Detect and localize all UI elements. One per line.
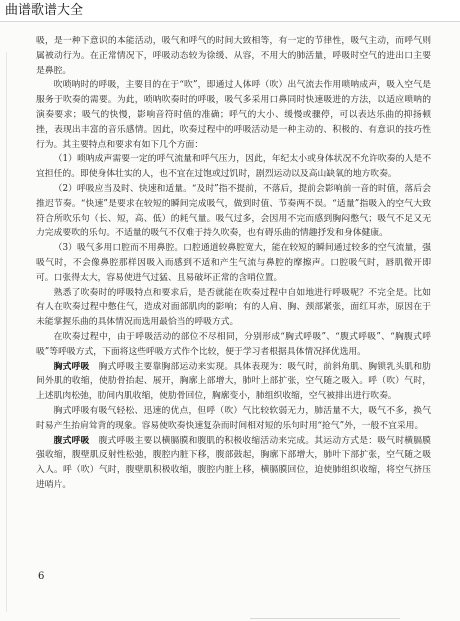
paragraph-suona-breathing: 吹唢呐时的呼吸，主要目的在于“吹”，即通过人体呼（吹）出气流去作用唢呐成声，吸入空气是服务于吹奏的需要。为此，唢呐吹奏时的呼吸，吸气多采用口鼻同时快速吸进的方法，以适应唢呐的演奏要求；吸气的快慢，影响音符时值的准确；呼气的大小、缓慢或骤停，可以表达乐曲的抑扬顿挫，表现出丰富的音乐感情。因此，吹奏过程中的呼吸活动是一种主动的、积极的、有意识的技巧性行为。其主要特点和要求有如下几个方面： xyxy=(36,80,431,150)
site-title: 曲谱歌谱大全 xyxy=(5,3,84,18)
section-heading-abdominal: 腹式呼吸 xyxy=(53,435,90,446)
paragraph-continuation: 吸，是一种下意识的本能活动，吸气和呼气的时间大致相等，有一定的节律性，吸气主动，而呼气则属被动行为。在正常情况下，呼吸动态较为徐缓、从容，不用大的肺活量，呼吸时空气的进出口主要是鼻腔。 xyxy=(36,36,431,76)
paragraph-abdominal-breathing: 腹式呼吸 腹式呼吸主要以横膈膜和腹肌的积极收缩活动来完成。其运动方式是：吸气时横膈膜强收缩，腹壁肌反射性松弛，腹腔内脏下移，腹部鼓起，胸廓下部增大，肺叶下部扩张，空气随之吸入人。呼（吹）气时，腹壁肌积极收缩，腹腔内脏上移，横膈膜回位，迫使肺组织收缩，将空气挤压进哨片。 xyxy=(36,435,431,490)
scan-edge-line xyxy=(6,52,7,612)
body-text xyxy=(36,34,431,570)
paragraph-point-2: （2）呼吸应当及时、快速和适量。“及时”指不提前，不落后，提前会影响前一音的时值，落后会推迟节奏。“快速”是要求在较短的瞬间完成吸气，做到时值、节奏两不误。“适量”指吸入的空气大致符合所吹乐句（长、短，高、低）的耗气量。吸气过多，会因用不完而感到胸闷憋气；吸气不足又无力完成要吹的乐句。不适量的吸气不仅难于持久吹奏，也有碍乐曲的情趣抒发和身体健康。 xyxy=(36,183,431,239)
paragraph-point-1: （1）唢呐成声需要一定的呼气流量和呼气压力，因此，年纪太小或身体状况不允许吹奏的人是不宜担任的。即使身体壮实的人，也不宜在过饱或过饥时，剧烈运动以及高山缺氧的地方吹奏。 xyxy=(36,154,431,180)
book-page xyxy=(0,22,460,621)
app-header xyxy=(0,0,460,22)
paragraph-point-3: （3）吸气多用口腔而不用鼻腔。口腔通道较鼻腔宽大，能在较短的瞬间通过较多的空气流量，强吸气时，不会像鼻腔那样因吸入而感到不适和产生气流与鼻腔的摩擦声。口腔吸气时，唇肌微开即可。口张得太大，容易使进气过猛、且易破坏正常的含哨位置。 xyxy=(36,243,431,283)
paragraph-breathing-methods: 熟悉了吹奏时的呼吸特点和要求后，是否就能在吹奏过程中自如地进行呼吸呢？不完全是。比如有人在吹奏过程中憋住气，造成对面部肌肉的影响；有的人肩、胸、颈部紧张，面红耳赤，原因在于未能掌握乐曲的具体情况而选用最恰当的呼吸方式。 xyxy=(36,287,431,328)
page-number: 6 xyxy=(38,571,45,582)
paragraph-breathing-types: 在吹奏过程中，由于呼吸活动的部位不尽相同，分别形成“胸式呼吸”、“腹式呼吸”、“胸腹式呼吸”等呼吸方式，下面将这些呼吸方式作个比较，便于学习者根据具体情况择优选用。 xyxy=(36,331,431,357)
scan-smudge-line xyxy=(250,618,400,619)
paragraph-chest-breathing: 胸式呼吸 胸式呼吸主要靠胸部运动来实现。具体表现为：吸气时，前斜角肌、胸锁乳头肌和肋间外肌的收缩，使肋骨抬起、展开，胸廓上部增大，肺叶上部扩张，空气随之吸入。呼（吹）气时，上述肌肉松弛，肋间内肌收缩，使肋骨回位，胸廓变小，肺组织收缩，空气被排出进行吹奏。 xyxy=(36,361,431,402)
section-heading-chest: 胸式呼吸 xyxy=(53,361,90,372)
paragraph-chest-evaluation: 胸式呼吸有吸气轻松、迅速的优点，但呼（吹）气比较软弱无力，肺活量不大，吸气不多，换气时易产生抬肩耸背的现象。容易使吹奏快速复杂而时间相对短的乐句时用“抢气”外，一般不宜采用。 xyxy=(36,405,431,431)
